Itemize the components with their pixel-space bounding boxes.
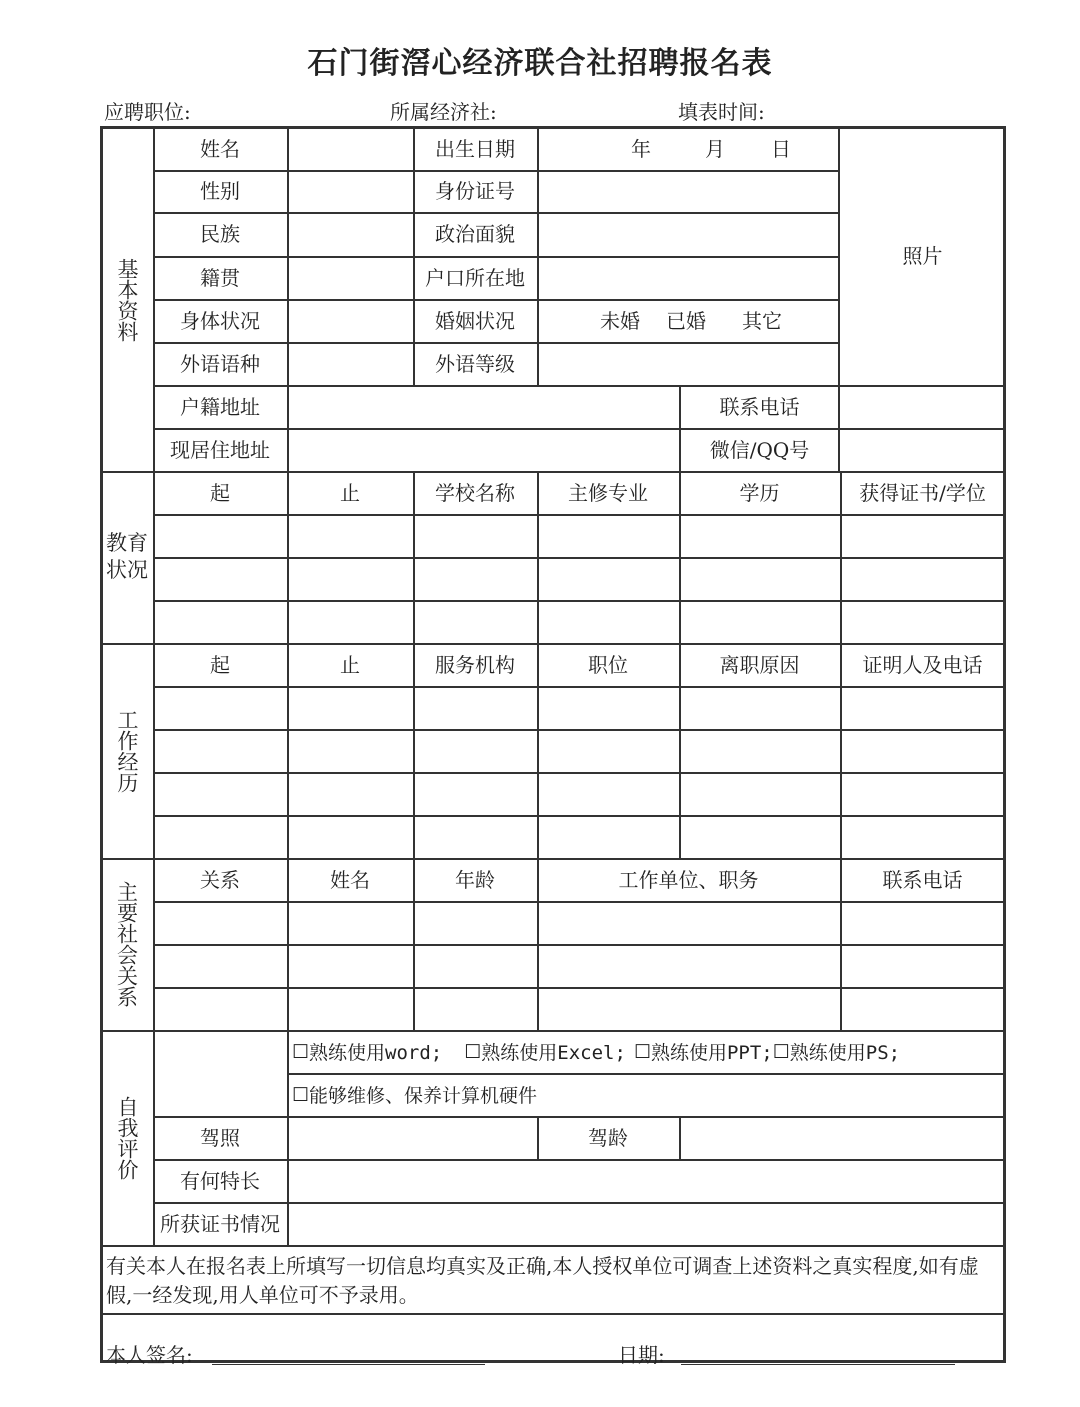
edu-col-major: 主修专业 [568, 480, 648, 505]
option-unmarried[interactable]: 未婚 [600, 308, 640, 333]
label-name: 姓名 [200, 137, 240, 161]
checkbox-ps-icon[interactable]: ☐ [772, 1040, 790, 1063]
skills-row-2 [292, 1073, 537, 1116]
column-divider [537, 128, 539, 385]
social-col-name: 姓名 [330, 867, 370, 892]
photo-box: 照片 [902, 244, 943, 268]
checkbox-ppt-icon[interactable]: ☐ [633, 1040, 651, 1063]
skills-row-1 [292, 1030, 900, 1073]
date-line[interactable] [681, 1364, 955, 1365]
divider [153, 686, 1005, 688]
option-other[interactable]: 其它 [742, 308, 782, 333]
label-id-number: 身份证号 [435, 179, 515, 203]
label-household-address: 户籍地址 [180, 394, 260, 419]
cooperative-label: 所属经济社: [390, 100, 497, 124]
social-col-age: 年龄 [455, 867, 495, 892]
label-license: 驾照 [200, 1125, 240, 1150]
date-label: 日期: [618, 1343, 665, 1367]
column-divider [679, 1116, 681, 1159]
label-political-status: 政治面貌 [435, 222, 515, 246]
divider [153, 772, 1005, 774]
divider [153, 815, 1005, 817]
social-col-relation: 关系 [200, 867, 240, 892]
label-language-level: 外语等级 [435, 351, 515, 376]
label-marital-status: 婚姻状况 [435, 308, 515, 333]
work-col-to: 止 [340, 652, 360, 677]
edu-col-school: 学校名称 [435, 480, 515, 505]
checkbox-excel-icon[interactable]: ☐ [464, 1040, 482, 1063]
label-year: 年 [631, 137, 651, 161]
label-current-address: 现居住地址 [170, 437, 270, 462]
section-education-label: 教育状况 [106, 531, 148, 582]
edu-col-certificate: 获得证书/学位 [859, 480, 986, 505]
declaration-text: 有关本人在报名表上所填写一切信息均真实及正确,本人授权单位可调查上述资料之真实程度,如有虚假,一经发现,用人单位可不予录用。 [106, 1254, 979, 1307]
edu-col-to: 止 [340, 480, 360, 505]
edu-col-degree: 学历 [739, 480, 780, 505]
divider [153, 557, 1005, 559]
label-language: 外语语种 [180, 351, 260, 376]
label-health: 身体状况 [180, 308, 260, 333]
label-phone: 联系电话 [719, 394, 800, 419]
work-col-job: 职位 [588, 652, 628, 677]
work-col-organization: 服务机构 [435, 652, 515, 677]
divider [153, 944, 1005, 946]
form-title: 石门街滘心经济联合社招聘报名表 [307, 46, 773, 81]
label-native-place: 籍贯 [200, 265, 240, 290]
skill-ps: 熟练使用PS; [789, 1042, 901, 1064]
divider [153, 729, 1005, 731]
work-col-leave-reason: 离职原因 [719, 652, 800, 677]
label-specialty: 有何特长 [180, 1168, 260, 1193]
label-month: 月 [705, 137, 725, 161]
social-col-workplace: 工作单位、职务 [618, 867, 759, 892]
skill-word: 熟练使用word; [309, 1042, 443, 1064]
fill-time-label: 填表时间: [678, 100, 765, 124]
label-driving-years: 驾龄 [588, 1125, 628, 1150]
label-ethnicity: 民族 [200, 222, 240, 246]
section-basic-info: 基本资料 [114, 257, 139, 342]
divider [153, 514, 1005, 516]
divider [153, 987, 1005, 989]
skill-excel: 熟练使用Excel; [481, 1042, 626, 1064]
social-col-phone: 联系电话 [882, 867, 963, 892]
section-education [102, 471, 152, 643]
label-day: 日 [771, 137, 791, 161]
label-gender: 性别 [200, 179, 240, 203]
skill-ppt: 熟练使用PPT; [650, 1042, 773, 1064]
work-col-reference: 证明人及电话 [862, 652, 983, 677]
position-label: 应聘职位: [104, 100, 191, 124]
section-self-eval: 自我评价 [114, 1095, 139, 1180]
column-divider [287, 128, 289, 471]
section-work: 工作经历 [114, 708, 139, 793]
section-divider [100, 1245, 1005, 1247]
skill-hardware: 能够维修、保养计算机硬件 [309, 1085, 538, 1107]
label-wechat-qq: 微信/QQ号 [709, 437, 810, 462]
edu-col-from: 起 [210, 480, 230, 505]
divider [153, 600, 1005, 602]
signature-line[interactable] [212, 1364, 485, 1365]
divider [153, 901, 1005, 903]
work-col-from: 起 [210, 652, 230, 677]
checkbox-hardware-icon[interactable]: ☐ [292, 1083, 310, 1106]
checkbox-word-icon[interactable]: ☐ [292, 1040, 310, 1063]
label-certificates: 所获证书情况 [160, 1211, 280, 1236]
label-birth-date: 出生日期 [435, 137, 515, 161]
signature-label: 本人签名: [106, 1343, 193, 1367]
section-social: 主要社会关系 [114, 881, 139, 1007]
section-divider [100, 1313, 1005, 1315]
label-hukou-location: 户口所在地 [425, 265, 525, 290]
option-married[interactable]: 已婚 [666, 308, 706, 333]
column-divider [287, 1030, 289, 1245]
